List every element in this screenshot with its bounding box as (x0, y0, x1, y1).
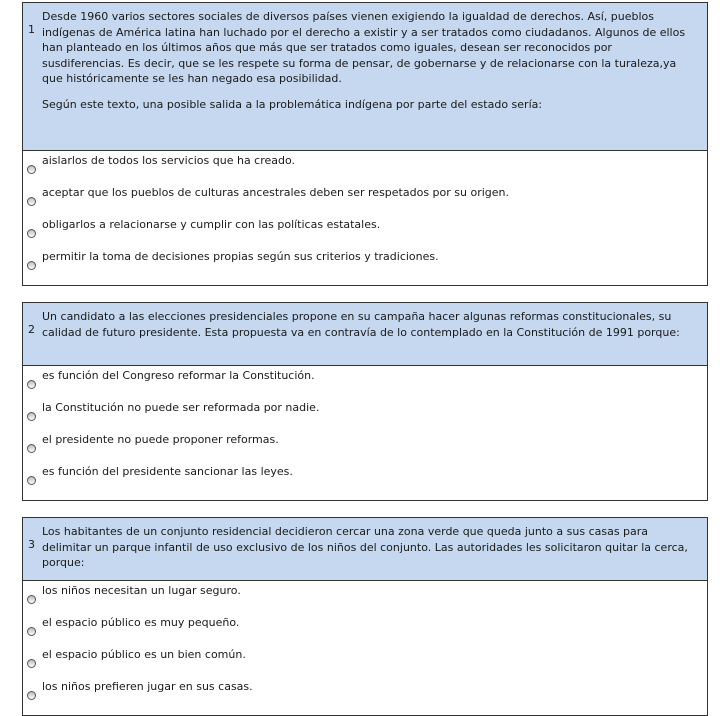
question-3 (22, 517, 708, 716)
question-prompt: Según este texto, una posible salida a la problemática indígena por parte del estado sería: (42, 97, 543, 111)
radio-button[interactable] (27, 165, 36, 174)
question-text: Los habitantes de un conjunto residencial decidieron cercar una zona verde que queda junto a sus casas para delimitar un parque infantil de uso exclusivo de los niños del conjunto. Las autoridades les solicitaron quitar la cerca, porque: (42, 525, 688, 569)
question-2 (22, 302, 708, 501)
option-label: es función del Congreso reformar la Constitución. (42, 369, 315, 382)
radio-button[interactable] (27, 444, 36, 453)
option-a[interactable] (23, 151, 707, 183)
option-label: los niños necesitan un lugar seguro. (42, 584, 241, 597)
radio-button[interactable] (27, 229, 36, 238)
question-1 (22, 2, 708, 286)
option-c[interactable] (23, 430, 707, 462)
question-header (23, 303, 707, 366)
option-c[interactable] (23, 645, 707, 677)
question-text: Desde 1960 varios sectores sociales de diversos países vienen exigiendo la igualdad de derechos. Así, pueblos indígenas de América latina han luchado por el derecho a existir y a ser tratados como ciudadanos. Algunos de ellos han planteado en los últimos años que más que ser tratados como iguales, desean ser reconocidos por susdiferencias. Es decir, que se les respete su forma de pensar, de gobernarse y de relacionarse con la turaleza,ya que históricamente se les han negado esa posibilidad. (42, 10, 686, 85)
option-label: los niños prefieren jugar en sus casas. (42, 680, 253, 693)
option-label: el espacio público es un bien común. (42, 648, 246, 661)
question-text: Un candidato a las elecciones presidenciales propone en su campaña hacer algunas reformas constitucionales, su calidad de futuro presidente. Esta propuesta va en contravía de lo contemplado en la Constitución de 1991 porque: (42, 310, 680, 339)
option-label: el espacio público es muy pequeño. (42, 616, 240, 629)
radio-button[interactable] (27, 595, 36, 604)
option-label: aislarlos de todos los servicios que ha creado. (42, 154, 296, 167)
option-b[interactable] (23, 613, 707, 645)
option-b[interactable] (23, 398, 707, 430)
radio-button[interactable] (27, 476, 36, 485)
radio-button[interactable] (27, 261, 36, 270)
option-label: el presidente no puede proponer reformas. (42, 433, 279, 446)
option-a[interactable] (23, 581, 707, 613)
radio-button[interactable] (27, 627, 36, 636)
question-number: 3 (28, 538, 35, 551)
question-number: 2 (28, 323, 35, 336)
option-label: es función del presidente sancionar las leyes. (42, 465, 293, 478)
question-header (23, 518, 707, 581)
option-c[interactable] (23, 215, 707, 247)
radio-button[interactable] (27, 197, 36, 206)
option-d[interactable] (23, 247, 707, 285)
option-label: aceptar que los pueblos de culturas ancestrales deben ser respetados por su origen. (42, 186, 510, 199)
radio-button[interactable] (27, 691, 36, 700)
radio-button[interactable] (27, 412, 36, 421)
radio-button[interactable] (27, 380, 36, 389)
option-label: la Constitución no puede ser reformada por nadie. (42, 401, 320, 414)
option-b[interactable] (23, 183, 707, 215)
option-d[interactable] (23, 677, 707, 715)
option-d[interactable] (23, 462, 707, 500)
question-header (23, 3, 707, 151)
radio-button[interactable] (27, 659, 36, 668)
option-a[interactable] (23, 366, 707, 398)
option-label: permitir la toma de decisiones propias según sus criterios y tradiciones. (42, 250, 439, 263)
option-label: obligarlos a relacionarse y cumplir con las políticas estatales. (42, 218, 381, 231)
question-number: 1 (28, 23, 35, 36)
